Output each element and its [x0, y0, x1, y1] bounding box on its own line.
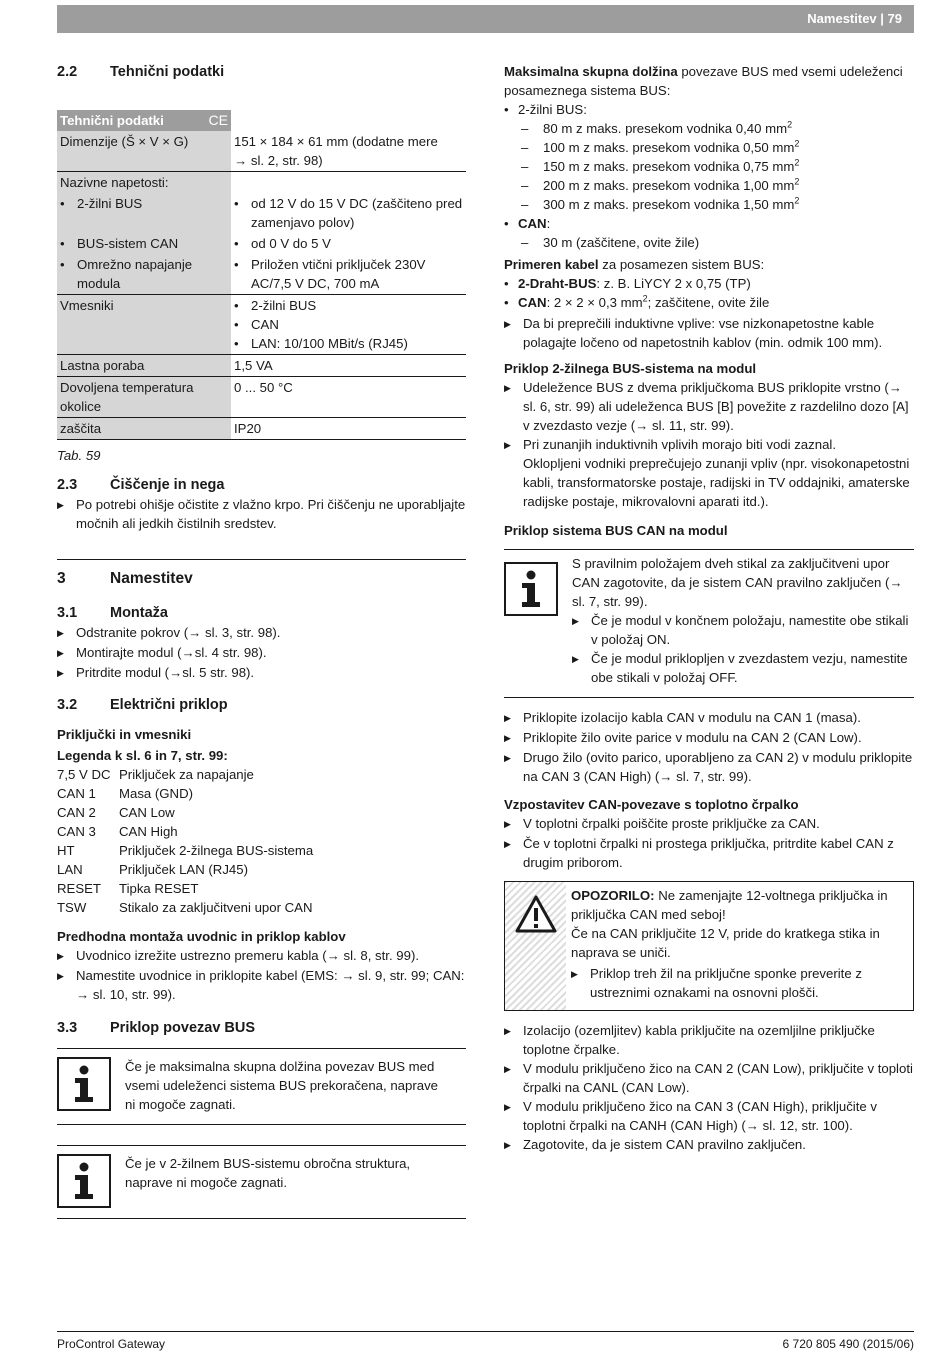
footer-left: ProControl Gateway: [57, 1337, 166, 1351]
list-item: ▶ Namestite uvodnice in priklopite kabel (EMS: → sl. 9, str. 99; CAN: → sl. 10, str. 99).: [57, 968, 465, 1002]
table-cell: 2-žilni BUS: [77, 196, 143, 211]
list-item: ▶ Montirajte modul (→sl. 4 str. 98).: [57, 645, 267, 660]
list-item: – 300 m z maks. presekom vodnika 1,50 $mm^2$: [521, 195, 800, 212]
table-cell: Nazivne napetosti:: [57, 172, 231, 194]
list-item: ▶ Priklop treh žil na priključne sponke preverite z ustreznimi oznakami na osnovni plošči.: [571, 966, 862, 1000]
info-note: Če je v 2-žilnem BUS-sistemu obročna struktura, naprave ni mogoče zagnati.: [57, 1145, 466, 1219]
subheading: Predhodna montaža uvodnic in priklop kablov: [57, 929, 346, 944]
table-caption: Tab. 59: [57, 448, 101, 463]
list-item: ▶ Pri zunanjih induktivnih vplivih morajo biti vodi zaznal. Oklopljeni vodniki preprečujejo zunanji vpliv (npr. visokonapetostni kabli, transformatorske postaje, radijski in TV oddajniki, amaterske radijske postaje, mikrovalovni aparati itd.).: [504, 437, 910, 509]
list-item: ▶ Če je modul v končnem položaju, namestite obe stikali v položaj ON.: [572, 613, 909, 647]
list-item: ▶ Odstranite pokrov (→ sl. 3, str. 98).: [57, 625, 281, 640]
section-3-3-heading: 3.3 Priklop povezav BUS: [57, 1020, 256, 1036]
list-item: ▶ Če je modul priklopljen v zvezdastem vezju, namestite obe stikali v položaj OFF.: [572, 651, 908, 685]
list-item: 7,5 V DC Priključek za napajanje: [57, 767, 254, 782]
subheading: Legenda k sl. 6 in 7, str. 99:: [57, 748, 228, 763]
subheading: Priklop sistema BUS CAN na modul: [504, 523, 728, 538]
table-cell: LAN: 10/100 MBit/s (RJ45): [251, 336, 408, 351]
list-item: ▶ Uvodnico izrežite ustrezno premeru kabla (→ sl. 8, str. 99).: [57, 948, 420, 963]
table-cell: Dovoljena temperatura okolice: [57, 377, 231, 418]
list-item: ▶ Izolacijo (ozemljitev) kabla priključite na ozemljilne priključke toplotne črpalke.: [504, 1023, 875, 1057]
paragraph: Primeren kabel za posamezen sistem BUS:: [504, 257, 765, 272]
list-item: • CAN:: [504, 216, 551, 231]
right-column: [504, 62, 914, 1155]
info-icon: [504, 562, 558, 616]
warning-box: OPOZORILO: Ne zamenjajte 12-voltnega priključka in priključka CAN med seboj! Če na CAN priključite 12 V, pride do kratkega stika in naprava se uniči. ▶ Priklop treh žil na priključne sponke preverite z ustreznimi oznakami na osnovni plošči.: [504, 881, 914, 1011]
table-cell: Omrežno napajanje modula: [77, 257, 193, 291]
list-item: • 2-žilni BUS:: [504, 102, 587, 117]
section-2-2-heading: 2.2 Tehnični podatki: [57, 64, 225, 80]
ce-mark-icon: CE: [208, 112, 228, 128]
page-header: [57, 5, 914, 33]
table-cell: CAN: [251, 317, 279, 332]
header-text: Namestitev | 79: [807, 11, 902, 26]
list-item: ▶ V modulu priključeno žico na CAN 3 (CAN High), priključite v toplotni črpalki na CANH (CAN High) (→ sl. 12, str. 100).: [504, 1099, 877, 1133]
section-3-1-heading: 3.1 Montaža: [57, 605, 168, 621]
list-item: – 80 m z maks. presekom vodnika 0,40 $mm^2$: [521, 119, 793, 136]
list-item: – 150 m z maks. presekom vodnika 0,75 $mm^2$: [521, 157, 800, 174]
list-item: ▶ V toplotni črpalki poiščite proste priključke za CAN.: [504, 816, 820, 831]
subheading: Priključki in vmesniki: [57, 727, 192, 742]
table-cell: zaščita: [57, 418, 231, 440]
list-item: ▶ Da bi preprečili induktivne vplive: vse nizkonapetostne kable polagajte ločeno od napetostnih kablov (min. odmik 100 mm).: [504, 316, 883, 350]
info-note: Če je maksimalna skupna dolžina povezav BUS med vsemi udeleženci sistema BUS prekoračena, naprave ni mogoče zagnati.: [57, 1048, 466, 1125]
table-cell: Lastna poraba: [57, 355, 231, 377]
tech-data-table: Tehnični podatki CE Dimenzije (Š × V × G) 151 × 184 × 61 mm (dodatne mere → sl. 2, str. 98) Nazivne napetosti: • 2-žilni BUS • od 12 V do 15 V DC (zaščiteno pred zamenjavo polov) • BUS-sistem CAN • od 0 V do 5 V • Omrežno napajanje modula • Priložen vtični priključek 230V AC/7,5 V DC, 700 mA Vmesniki • 2-žilni BUS • CAN • LAN: 10/100 MBit/s (RJ45) Lastna poraba 1,5 VA Dovoljena temperatura okolice 0 ... 50 °C zaščita IP20: [57, 110, 466, 440]
list-item: ▶ Udeležence BUS z dvema priključkoma BUS priklopite vrstno (→ sl. 6, str. 99) ali udeleženca BUS [B] povežite z razdelilno dozo [A] v zvezdasto vezje (→ sl. 11, str. 99).: [504, 380, 909, 433]
list-item: RESET Tipka RESET: [57, 881, 199, 896]
legend-list: [57, 765, 466, 917]
list-item: HT Priključek 2-žilnega BUS-sistema: [57, 843, 314, 858]
list-item: ▶ Zagotovite, da je sistem CAN pravilno zaključen.: [504, 1137, 806, 1152]
chapter-3-heading: 3 Namestitev: [57, 570, 193, 587]
list-item: ▶ V modulu priključeno žico na CAN 2 (CAN Low), priključite v toploti črpalki na CANL (CAN Low).: [504, 1061, 913, 1095]
list-item: • 2-Draht-BUS: z. B. LiYCY 2 x 0,75 (TP): [504, 276, 751, 291]
subheading: Priklop 2-žilnega BUS-sistema na modul: [504, 361, 757, 376]
table-cell: 0 ... 50 °C: [231, 377, 466, 418]
list-item: ▶ Če v toplotni črpalki ni prostega priključka, pritrdite kabel CAN z drugim priborom.: [504, 836, 894, 870]
info-icon: [57, 1154, 111, 1208]
table-cell: IP20: [231, 418, 466, 440]
list-item: ▶ Drugo žilo (ovito parico, uporabljeno za CAN 2) v modulu priklopite na CAN 3 (CAN High) (→ sl. 7, str. 99).: [504, 750, 913, 784]
table-cell: Dimenzije (Š × V × G): [57, 131, 231, 172]
list-item: – 30 m (zaščitene, ovite žile): [521, 235, 700, 250]
left-column: [57, 62, 466, 1219]
list-item: • CAN: 2 × 2 × 0,3 $mm^2$; zaščitene, ovite žile: [504, 293, 770, 310]
list-item: ▶ Priklopite žilo ovite parice v modulu na CAN 2 (CAN Low).: [504, 730, 862, 745]
list-item: TSW Stikalo za zaključitveni upor CAN: [57, 900, 313, 915]
subheading: Vzpostavitev CAN-povezave s toplotno črpalko: [504, 797, 799, 812]
list-item: CAN 3 CAN High: [57, 824, 178, 839]
table-header: Tehnični podatki: [60, 113, 164, 128]
list-item: – 200 m z maks. presekom vodnika 1,00 $mm^2$: [521, 176, 800, 193]
table-cell: Priložen vtični priključek 230V AC/7,5 V DC, 700 mA: [251, 257, 426, 291]
paragraph: Maksimalna skupna dolžina povezave BUS med vsemi udeleženci posameznega sistema BUS:: [504, 64, 903, 98]
list-item: CAN 2 CAN Low: [57, 805, 175, 820]
page-footer: [57, 1331, 914, 1351]
table-cell: BUS-sistem CAN: [77, 236, 179, 251]
table-cell: 2-žilni BUS: [251, 298, 317, 313]
list-item: – 100 m z maks. presekom vodnika 0,50 $mm^2$: [521, 138, 800, 155]
list-item: ▶ Pritrdite modul (→sl. 5 str. 98).: [57, 665, 255, 680]
list-item: ▶ Po potrebi ohišje očistite z vlažno krpo. Pri čiščenju ne uporabljajte močnih ali jedkih čistilnih sredstev.: [57, 497, 466, 531]
list-item: LAN Priključek LAN (RJ45): [57, 862, 248, 877]
section-2-3-heading: 2.3 Čiščenje in nega: [57, 477, 225, 493]
list-item: ▶ Priklopite izolacijo kabla CAN v modulu na CAN 1 (masa).: [504, 710, 861, 725]
info-icon: [57, 1057, 111, 1111]
table-cell: od 12 V do 15 V DC (zaščiteno pred zamenjavo polov): [251, 196, 463, 230]
section-3-2-heading: 3.2 Električni priklop: [57, 697, 228, 713]
table-cell: Vmesniki: [57, 295, 231, 355]
table-cell: 151 × 184 × 61 mm (dodatne mere → sl. 2, str. 98): [231, 131, 466, 172]
table-cell: 1,5 VA: [231, 355, 466, 377]
list-item: CAN 1 Masa (GND): [57, 786, 193, 801]
table-cell: od 0 V do 5 V: [251, 236, 331, 251]
footer-right: 6 720 805 490 (2015/06): [782, 1337, 914, 1351]
warning-icon: [514, 894, 558, 934]
info-note: S pravilnim položajem dveh stikal za zaključitveni upor CAN zagotovite, da je sistem CAN pravilno zaključen (→ sl. 7, str. 99). ▶ Če je modul v končnem položaju, namestite obe stikali v položaj ON. ▶ Če je modul priklopljen v zvezdastem vezju, namestite obe stikali v položaj OFF.: [504, 549, 914, 698]
